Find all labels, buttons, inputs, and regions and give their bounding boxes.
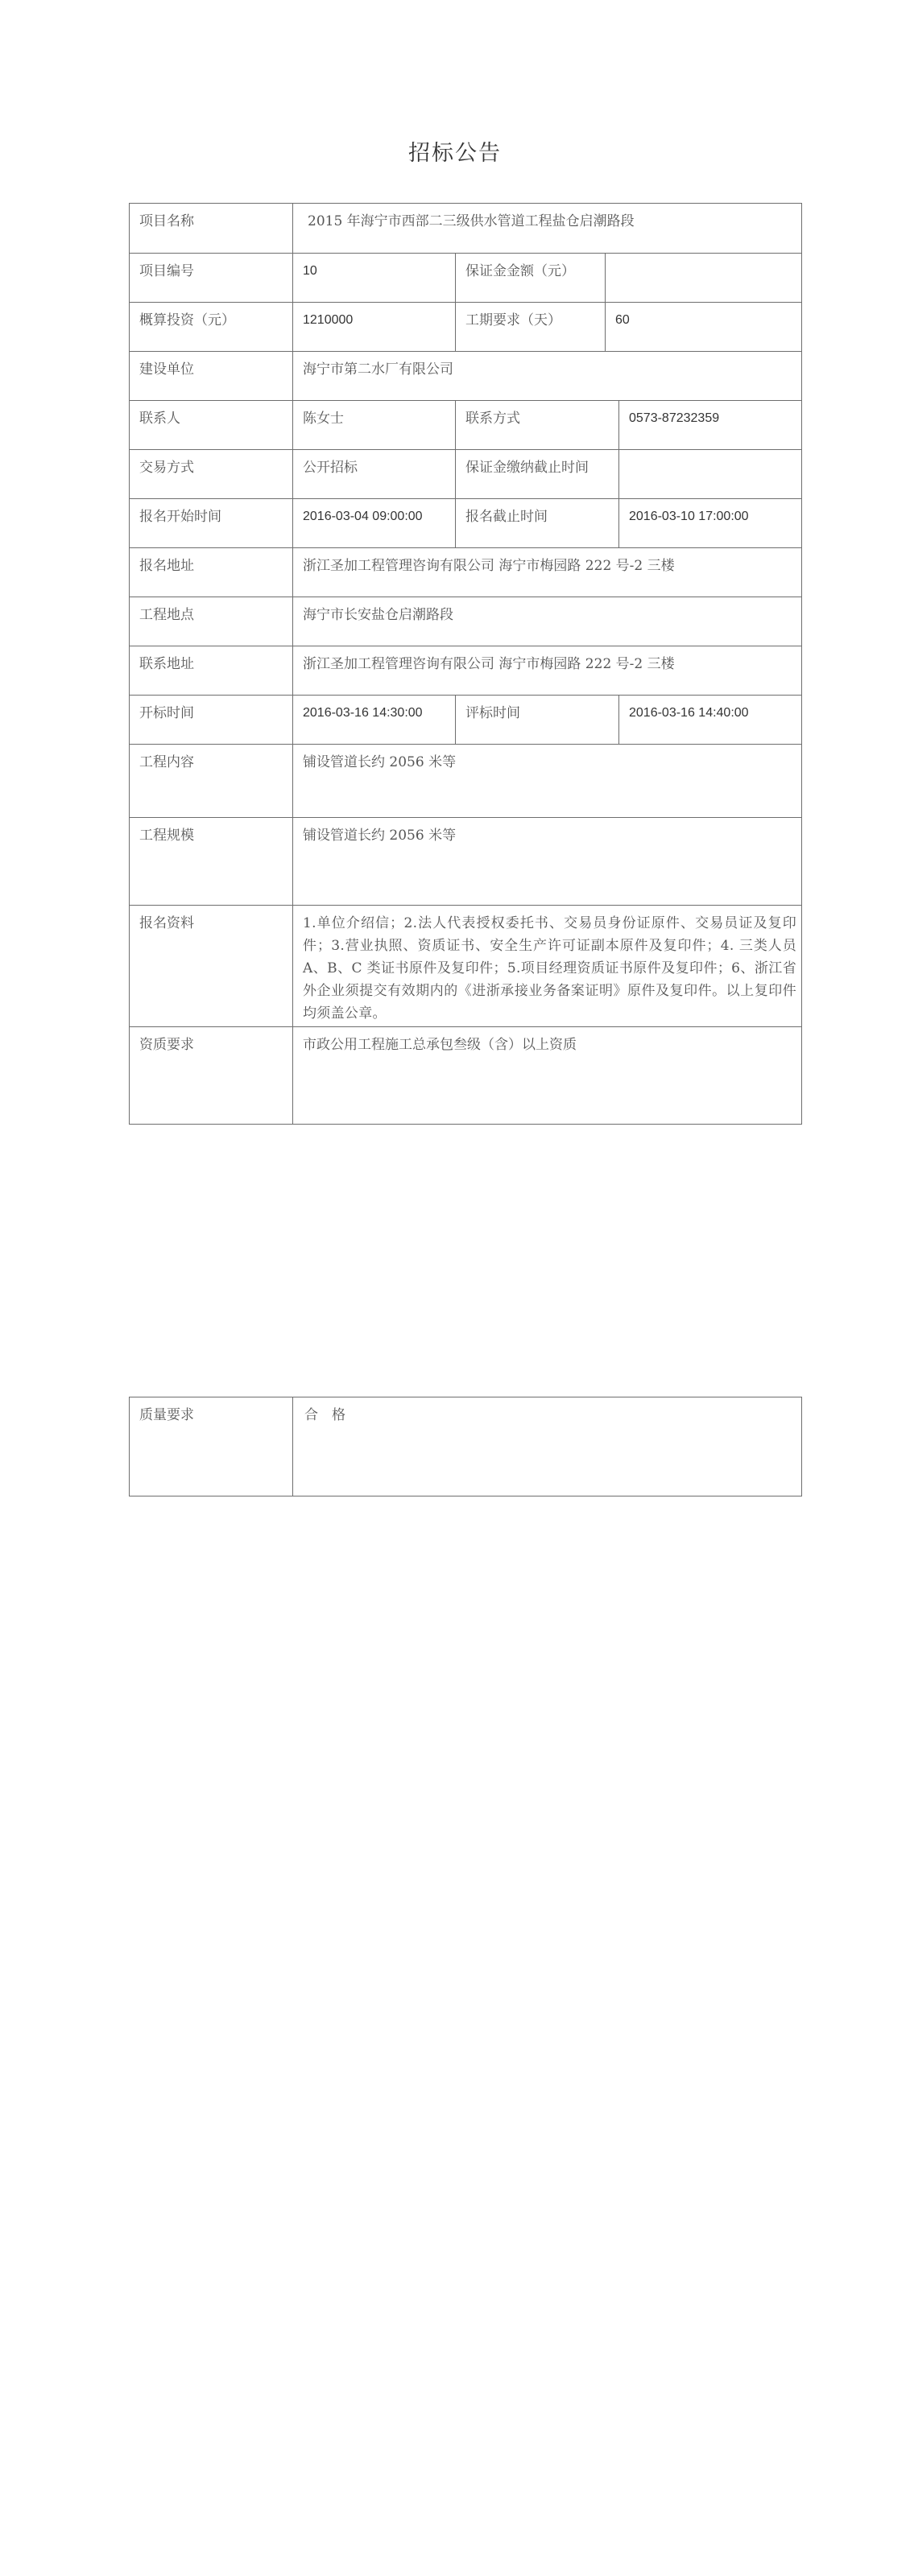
- row-quality: [130, 1397, 802, 1496]
- bid-open-label: 开标时间: [130, 696, 293, 745]
- row-contact: [130, 401, 802, 450]
- deposit-deadline-value: [619, 450, 802, 499]
- row-site: [130, 597, 802, 646]
- signup-address-value: 浙江圣加工程管理咨询有限公司 海宁市梅园路 222 号-2 三楼: [293, 548, 802, 597]
- contact-phone-value: 0573-87232359: [619, 401, 802, 450]
- row-scale: [130, 818, 802, 906]
- signup-end-label: 报名截止时间: [456, 499, 619, 548]
- materials-label: 报名资料: [130, 906, 293, 1027]
- signup-start-label: 报名开始时间: [130, 499, 293, 548]
- scale-value: 铺设管道长约 2056 米等: [293, 818, 802, 906]
- signup-address-label: 报名地址: [130, 548, 293, 597]
- materials-value: 1.单位介绍信；2.法人代表授权委托书、交易员身份证原件、交易员证及复印件；3.营业执照、资质证书、安全生产许可证副本原件及复印件；4. 三类人员 A、B、C 类证书原件及复印件；5.项目经理资质证书原件及复印件；6、浙江省外企业须提交有效期内的《进浙承接业务备案证明》原件及复印件。以上复印件均须盖公章。: [293, 906, 802, 1027]
- project-name-value: 2015 年海宁市西部二三级供水管道工程盐仓启潮路段: [293, 204, 802, 254]
- site-value: 海宁市长安盐仓启潮路段: [293, 597, 802, 646]
- contact-value: 陈女士: [293, 401, 456, 450]
- tender-info-table: [129, 203, 802, 1125]
- row-project-name: [130, 204, 802, 254]
- qualification-label: 资质要求: [130, 1027, 293, 1125]
- row-materials: [130, 906, 802, 1027]
- duration-value: 60: [606, 303, 802, 352]
- quality-label: 质量要求: [130, 1397, 293, 1496]
- quality-value: 合 格: [293, 1397, 802, 1496]
- content-label: 工程内容: [130, 745, 293, 818]
- row-budget: [130, 303, 802, 352]
- contact-address-label: 联系地址: [130, 646, 293, 696]
- deposit-amount-value: [606, 254, 802, 303]
- quality-table: [129, 1397, 802, 1496]
- signup-start-value: 2016-03-04 09:00:00: [293, 499, 456, 548]
- signup-end-value: 2016-03-10 17:00:00: [619, 499, 802, 548]
- qualification-value: 市政公用工程施工总承包叁级（含）以上资质: [293, 1027, 802, 1125]
- row-trade: [130, 450, 802, 499]
- deposit-deadline-label: 保证金缴纳截止时间: [456, 450, 619, 499]
- row-content: [130, 745, 802, 818]
- deposit-amount-label: 保证金金额（元）: [456, 254, 606, 303]
- trade-value: 公开招标: [293, 450, 456, 499]
- builder-label: 建设单位: [130, 352, 293, 401]
- project-no-label: 项目编号: [130, 254, 293, 303]
- content-value: 铺设管道长约 2056 米等: [293, 745, 802, 818]
- budget-value: 1210000: [293, 303, 456, 352]
- row-signup: [130, 499, 802, 548]
- row-bid-open: [130, 696, 802, 745]
- site-label: 工程地点: [130, 597, 293, 646]
- bid-eval-value: 2016-03-16 14:40:00: [619, 696, 802, 745]
- bid-eval-label: 评标时间: [456, 696, 619, 745]
- scale-label: 工程规模: [130, 818, 293, 906]
- trade-label: 交易方式: [130, 450, 293, 499]
- row-project-no: [130, 254, 802, 303]
- contact-address-value: 浙江圣加工程管理咨询有限公司 海宁市梅园路 222 号-2 三楼: [293, 646, 802, 696]
- project-no-value: 10: [293, 254, 456, 303]
- contact-phone-label: 联系方式: [456, 401, 619, 450]
- row-contact-address: [130, 646, 802, 696]
- builder-value: 海宁市第二水厂有限公司: [293, 352, 802, 401]
- project-name-label: 项目名称: [130, 204, 293, 254]
- page-title: 招标公告: [408, 141, 502, 166]
- bid-open-value: 2016-03-16 14:30:00: [293, 696, 456, 745]
- row-qualification: [130, 1027, 802, 1125]
- row-builder: [130, 352, 802, 401]
- budget-label: 概算投资（元）: [130, 303, 293, 352]
- contact-label: 联系人: [130, 401, 293, 450]
- row-signup-address: [130, 548, 802, 597]
- duration-label: 工期要求（天）: [456, 303, 606, 352]
